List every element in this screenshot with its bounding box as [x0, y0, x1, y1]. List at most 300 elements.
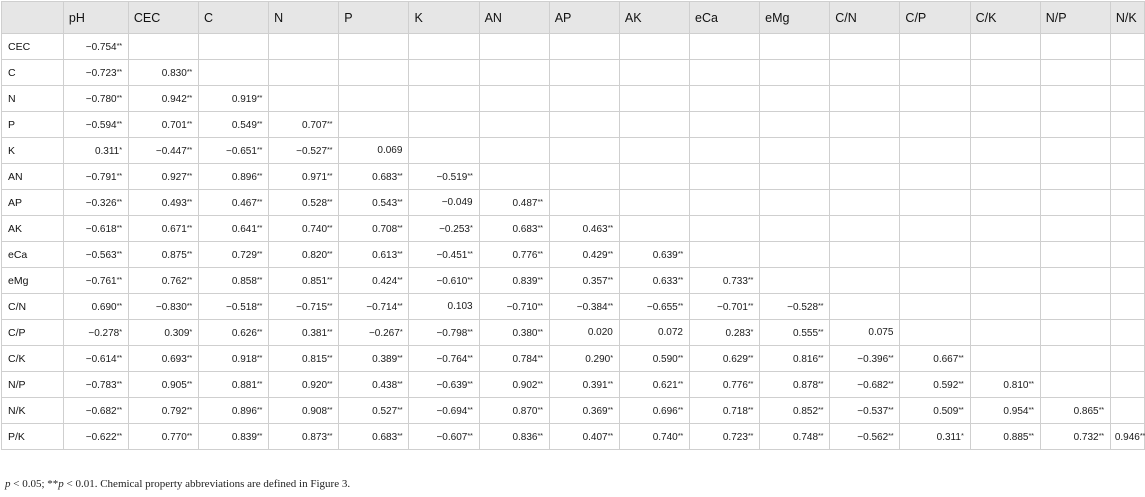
empty-cell — [269, 86, 339, 112]
empty-cell — [409, 60, 479, 86]
empty-cell — [549, 190, 619, 216]
correlation-value: −0.622** — [63, 424, 128, 450]
empty-cell — [479, 138, 549, 164]
correlation-value: 0.902** — [479, 372, 549, 398]
row-label: eMg — [2, 268, 64, 294]
table-row — [2, 346, 1145, 372]
table-row — [2, 86, 1145, 112]
empty-cell — [830, 294, 900, 320]
row-label: CEC — [2, 34, 64, 60]
empty-cell — [1110, 138, 1144, 164]
row-label: K — [2, 138, 64, 164]
correlation-value: 0.865** — [1040, 398, 1110, 424]
correlation-value: 0.683** — [479, 216, 549, 242]
empty-cell — [199, 34, 269, 60]
row-label: AK — [2, 216, 64, 242]
empty-cell — [900, 242, 970, 268]
correlation-value: 0.381** — [269, 320, 339, 346]
correlation-value: 0.633** — [619, 268, 689, 294]
correlation-value: 0.896** — [199, 164, 269, 190]
empty-cell — [1040, 216, 1110, 242]
empty-cell — [760, 190, 830, 216]
table-row — [2, 138, 1145, 164]
empty-cell — [760, 268, 830, 294]
correlation-value: −0.396** — [830, 346, 900, 372]
correlation-value: 0.592** — [900, 372, 970, 398]
empty-cell — [1040, 86, 1110, 112]
correlation-value: 0.776** — [479, 242, 549, 268]
correlation-value: 0.555** — [760, 320, 830, 346]
header-cell: CEC — [128, 2, 198, 34]
correlation-value: 0.896** — [199, 398, 269, 424]
correlation-value: 0.875** — [128, 242, 198, 268]
header-row — [2, 2, 1145, 34]
correlation-value: 0.878** — [760, 372, 830, 398]
empty-cell — [760, 60, 830, 86]
empty-cell — [619, 112, 689, 138]
table-row — [2, 294, 1145, 320]
empty-cell — [1110, 372, 1144, 398]
correlation-value: −0.651** — [199, 138, 269, 164]
empty-cell — [830, 138, 900, 164]
empty-cell — [479, 112, 549, 138]
empty-cell — [970, 320, 1040, 346]
correlation-value: 0.639** — [619, 242, 689, 268]
correlation-value: 0.020 — [549, 320, 619, 346]
empty-cell — [690, 138, 760, 164]
correlation-value: −0.527** — [269, 138, 339, 164]
correlation-value: 0.391** — [549, 372, 619, 398]
empty-cell — [760, 34, 830, 60]
correlation-value: −0.049 — [409, 190, 479, 216]
empty-cell — [1110, 242, 1144, 268]
empty-cell — [479, 34, 549, 60]
correlation-value: 0.641** — [199, 216, 269, 242]
footnote-p-symbol-2: p — [58, 478, 64, 490]
empty-cell — [830, 216, 900, 242]
row-label: C/P — [2, 320, 64, 346]
correlation-value: 0.733** — [690, 268, 760, 294]
header-cell: C — [199, 2, 269, 34]
empty-cell — [1110, 268, 1144, 294]
correlation-value: 0.075 — [830, 320, 900, 346]
correlation-value: 0.543** — [339, 190, 409, 216]
correlation-value: −0.537** — [830, 398, 900, 424]
empty-cell — [760, 86, 830, 112]
empty-cell — [970, 86, 1040, 112]
correlation-value: 0.885** — [970, 424, 1040, 450]
header-cell: C/K — [970, 2, 1040, 34]
empty-cell — [549, 112, 619, 138]
correlation-value: 0.770** — [128, 424, 198, 450]
correlation-value: −0.563** — [63, 242, 128, 268]
empty-cell — [549, 34, 619, 60]
empty-cell — [830, 190, 900, 216]
correlation-value: 0.919** — [199, 86, 269, 112]
empty-cell — [900, 86, 970, 112]
correlation-value: 0.708** — [339, 216, 409, 242]
correlation-value: −0.682** — [830, 372, 900, 398]
empty-cell — [269, 60, 339, 86]
correlation-value: −0.594** — [63, 112, 128, 138]
correlation-value: −0.714** — [339, 294, 409, 320]
correlation-value: 0.549** — [199, 112, 269, 138]
correlation-value: 0.942** — [128, 86, 198, 112]
table-footnote — [5, 478, 350, 490]
row-label: AP — [2, 190, 64, 216]
correlation-value: 0.667** — [900, 346, 970, 372]
table-row — [2, 320, 1145, 346]
empty-cell — [619, 138, 689, 164]
table-row — [2, 112, 1145, 138]
header-cell-corner — [2, 2, 64, 34]
table-row — [2, 398, 1145, 424]
correlation-value: 0.815** — [269, 346, 339, 372]
correlation-value: −0.278* — [63, 320, 128, 346]
correlation-value: 0.283* — [690, 320, 760, 346]
correlation-value: 0.527** — [339, 398, 409, 424]
correlation-value: 0.069 — [339, 138, 409, 164]
correlation-value: 0.729** — [199, 242, 269, 268]
correlation-value: 0.357** — [549, 268, 619, 294]
empty-cell — [1110, 294, 1144, 320]
empty-cell — [900, 138, 970, 164]
correlation-value: −0.607** — [409, 424, 479, 450]
correlation-value: 0.762** — [128, 268, 198, 294]
empty-cell — [760, 216, 830, 242]
empty-cell — [900, 60, 970, 86]
header-cell: AP — [549, 2, 619, 34]
empty-cell — [830, 242, 900, 268]
empty-cell — [1040, 268, 1110, 294]
correlation-value: −0.710** — [479, 294, 549, 320]
correlation-value: −0.754** — [63, 34, 128, 60]
empty-cell — [339, 60, 409, 86]
empty-cell — [970, 34, 1040, 60]
header-cell: N/K — [1110, 2, 1144, 34]
correlation-value: −0.618** — [63, 216, 128, 242]
row-label: C/K — [2, 346, 64, 372]
empty-cell — [479, 86, 549, 112]
correlation-value: 0.429** — [549, 242, 619, 268]
row-label: P/K — [2, 424, 64, 450]
empty-cell — [619, 190, 689, 216]
empty-cell — [619, 164, 689, 190]
empty-cell — [1040, 138, 1110, 164]
empty-cell — [549, 138, 619, 164]
empty-cell — [409, 112, 479, 138]
correlation-value: 0.311* — [63, 138, 128, 164]
correlation-value: −0.694** — [409, 398, 479, 424]
empty-cell — [900, 164, 970, 190]
correlation-value: 0.816** — [760, 346, 830, 372]
empty-cell — [1040, 294, 1110, 320]
empty-cell — [128, 34, 198, 60]
correlation-value: −0.783** — [63, 372, 128, 398]
correlation-value: −0.518** — [199, 294, 269, 320]
correlation-value: 0.621** — [619, 372, 689, 398]
empty-cell — [830, 112, 900, 138]
empty-cell — [339, 86, 409, 112]
correlation-value: −0.715** — [269, 294, 339, 320]
correlation-value: −0.326** — [63, 190, 128, 216]
correlation-value: −0.723** — [63, 60, 128, 86]
empty-cell — [760, 164, 830, 190]
empty-cell — [690, 34, 760, 60]
empty-cell — [1110, 346, 1144, 372]
correlation-value: 0.369** — [549, 398, 619, 424]
empty-cell — [269, 34, 339, 60]
empty-cell — [479, 60, 549, 86]
correlation-value: 0.830** — [128, 60, 198, 86]
empty-cell — [690, 164, 760, 190]
header-cell: N/P — [1040, 2, 1110, 34]
correlation-value: −0.798** — [409, 320, 479, 346]
empty-cell — [760, 242, 830, 268]
row-label: AN — [2, 164, 64, 190]
correlation-value: 0.309* — [128, 320, 198, 346]
correlation-value: 0.870** — [479, 398, 549, 424]
footnote-text-1: < 0.05; ** — [10, 478, 59, 490]
correlation-value: −0.791** — [63, 164, 128, 190]
header-cell: N — [269, 2, 339, 34]
correlation-value: 0.873** — [269, 424, 339, 450]
correlation-value: 0.487** — [479, 190, 549, 216]
empty-cell — [1040, 372, 1110, 398]
correlation-value: 0.792** — [128, 398, 198, 424]
correlation-value: 0.839** — [199, 424, 269, 450]
empty-cell — [970, 164, 1040, 190]
empty-cell — [690, 86, 760, 112]
empty-cell — [830, 34, 900, 60]
correlation-value: 0.927** — [128, 164, 198, 190]
correlation-value: 0.707** — [269, 112, 339, 138]
correlation-value: 0.954** — [970, 398, 1040, 424]
correlation-value: 0.918** — [199, 346, 269, 372]
empty-cell — [549, 86, 619, 112]
empty-cell — [900, 320, 970, 346]
empty-cell — [900, 268, 970, 294]
empty-cell — [970, 138, 1040, 164]
correlation-value: −0.682** — [63, 398, 128, 424]
empty-cell — [1110, 34, 1144, 60]
empty-cell — [619, 216, 689, 242]
correlation-value: −0.764** — [409, 346, 479, 372]
correlation-value: −0.562** — [830, 424, 900, 450]
row-label: C — [2, 60, 64, 86]
header-cell: P — [339, 2, 409, 34]
empty-cell — [970, 268, 1040, 294]
correlation-table — [1, 1, 1145, 450]
empty-cell — [900, 112, 970, 138]
empty-cell — [619, 60, 689, 86]
empty-cell — [970, 60, 1040, 86]
table-row — [2, 34, 1145, 60]
empty-cell — [619, 34, 689, 60]
correlation-value: 0.493** — [128, 190, 198, 216]
correlation-value: 0.748** — [760, 424, 830, 450]
table-header — [2, 2, 1145, 34]
empty-cell — [1040, 34, 1110, 60]
correlation-value: 0.509** — [900, 398, 970, 424]
header-cell: AK — [619, 2, 689, 34]
correlation-value: 0.718** — [690, 398, 760, 424]
correlation-value: −0.701** — [690, 294, 760, 320]
correlation-value: 0.732** — [1040, 424, 1110, 450]
correlation-value: 0.528** — [269, 190, 339, 216]
empty-cell — [830, 60, 900, 86]
correlation-value: 0.723** — [690, 424, 760, 450]
table-row — [2, 424, 1145, 450]
correlation-value: 0.103 — [409, 294, 479, 320]
header-cell: K — [409, 2, 479, 34]
correlation-value: −0.519** — [409, 164, 479, 190]
empty-cell — [1040, 242, 1110, 268]
row-label: eCa — [2, 242, 64, 268]
correlation-value: −0.761** — [63, 268, 128, 294]
empty-cell — [1110, 320, 1144, 346]
empty-cell — [690, 60, 760, 86]
footnote-text-2: < 0.01. Chemical property abbreviations are defined in Figure 3. — [63, 478, 351, 490]
correlation-value: 0.740** — [619, 424, 689, 450]
header-cell: pH — [63, 2, 128, 34]
correlation-value: −0.614** — [63, 346, 128, 372]
correlation-value: 0.467** — [199, 190, 269, 216]
table-row — [2, 372, 1145, 398]
table-row — [2, 164, 1145, 190]
empty-cell — [1040, 112, 1110, 138]
row-label: C/N — [2, 294, 64, 320]
correlation-value: 0.590** — [619, 346, 689, 372]
correlation-value: 0.836** — [479, 424, 549, 450]
correlation-value: 0.311* — [900, 424, 970, 450]
correlation-value: 0.905** — [128, 372, 198, 398]
empty-cell — [409, 86, 479, 112]
correlation-value: 0.908** — [269, 398, 339, 424]
header-cell: AN — [479, 2, 549, 34]
correlation-value: 0.776** — [690, 372, 760, 398]
header-cell: C/N — [830, 2, 900, 34]
correlation-value: 0.971** — [269, 164, 339, 190]
empty-cell — [1110, 60, 1144, 86]
empty-cell — [690, 112, 760, 138]
correlation-value: 0.613** — [339, 242, 409, 268]
empty-cell — [199, 60, 269, 86]
correlation-value: 0.784** — [479, 346, 549, 372]
correlation-value: 0.920** — [269, 372, 339, 398]
correlation-value: 0.693** — [128, 346, 198, 372]
empty-cell — [900, 216, 970, 242]
table-row — [2, 190, 1145, 216]
empty-cell — [339, 34, 409, 60]
correlation-value: 0.626** — [199, 320, 269, 346]
empty-cell — [409, 34, 479, 60]
row-label: N/P — [2, 372, 64, 398]
correlation-value: −0.384** — [549, 294, 619, 320]
empty-cell — [619, 86, 689, 112]
correlation-value: 0.852** — [760, 398, 830, 424]
correlation-value: 0.820** — [269, 242, 339, 268]
empty-cell — [1040, 346, 1110, 372]
table-row — [2, 268, 1145, 294]
empty-cell — [1040, 190, 1110, 216]
empty-cell — [1040, 320, 1110, 346]
empty-cell — [479, 164, 549, 190]
table-row — [2, 216, 1145, 242]
correlation-value: −0.655** — [619, 294, 689, 320]
correlation-value: −0.639** — [409, 372, 479, 398]
table-row — [2, 60, 1145, 86]
correlation-value: −0.528** — [760, 294, 830, 320]
correlation-value: 0.690** — [63, 294, 128, 320]
empty-cell — [760, 138, 830, 164]
empty-cell — [409, 138, 479, 164]
correlation-value: 0.671** — [128, 216, 198, 242]
empty-cell — [690, 242, 760, 268]
correlation-value: 0.629** — [690, 346, 760, 372]
correlation-value: 0.463** — [549, 216, 619, 242]
empty-cell — [1110, 164, 1144, 190]
correlation-value: −0.451** — [409, 242, 479, 268]
empty-cell — [1040, 60, 1110, 86]
header-cell: eCa — [690, 2, 760, 34]
correlation-value: 0.380** — [479, 320, 549, 346]
correlation-value: −0.447** — [128, 138, 198, 164]
header-cell: eMg — [760, 2, 830, 34]
row-label: P — [2, 112, 64, 138]
header-cell: C/P — [900, 2, 970, 34]
empty-cell — [549, 164, 619, 190]
empty-cell — [339, 112, 409, 138]
empty-cell — [1110, 190, 1144, 216]
correlation-value: 0.858** — [199, 268, 269, 294]
empty-cell — [760, 112, 830, 138]
row-label: N/K — [2, 398, 64, 424]
empty-cell — [549, 60, 619, 86]
empty-cell — [970, 216, 1040, 242]
empty-cell — [970, 190, 1040, 216]
empty-cell — [970, 294, 1040, 320]
table-row — [2, 242, 1145, 268]
correlation-value: 0.683** — [339, 164, 409, 190]
correlation-value: 0.072 — [619, 320, 689, 346]
correlation-value: −0.253* — [409, 216, 479, 242]
empty-cell — [970, 242, 1040, 268]
correlation-value: −0.780** — [63, 86, 128, 112]
row-label: N — [2, 86, 64, 112]
correlation-value: 0.389** — [339, 346, 409, 372]
empty-cell — [830, 268, 900, 294]
footnote-p-symbol-1: p — [5, 478, 11, 490]
empty-cell — [900, 294, 970, 320]
correlation-value: 0.946** — [1110, 424, 1144, 450]
empty-cell — [970, 112, 1040, 138]
empty-cell — [900, 34, 970, 60]
empty-cell — [1110, 398, 1144, 424]
empty-cell — [830, 86, 900, 112]
empty-cell — [690, 190, 760, 216]
correlation-value: −0.267* — [339, 320, 409, 346]
empty-cell — [1110, 216, 1144, 242]
empty-cell — [1110, 112, 1144, 138]
empty-cell — [900, 190, 970, 216]
correlation-value: −0.830** — [128, 294, 198, 320]
empty-cell — [690, 216, 760, 242]
correlation-value: 0.696** — [619, 398, 689, 424]
correlation-value: 0.740** — [269, 216, 339, 242]
correlation-value: 0.438** — [339, 372, 409, 398]
empty-cell — [830, 164, 900, 190]
